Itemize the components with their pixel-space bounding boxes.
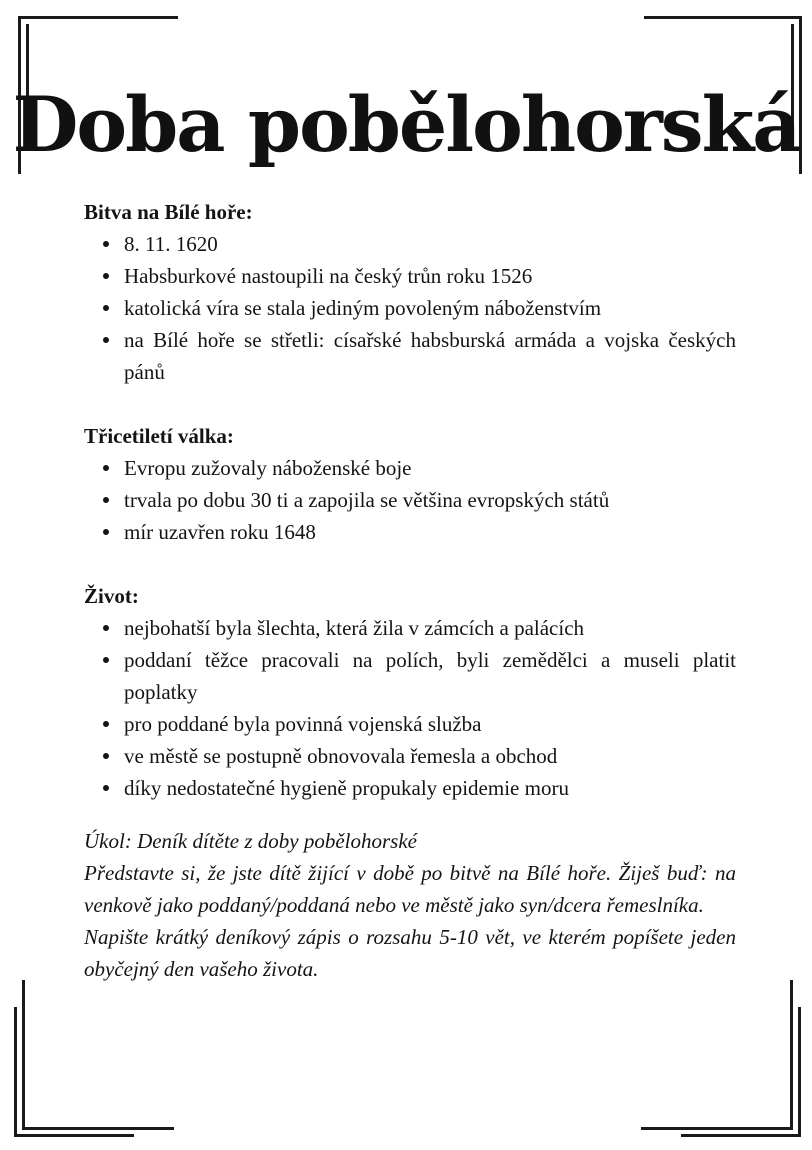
list-item: Habsburkové nastoupili na český trůn roku 1526 (124, 260, 736, 292)
section-heading: Život: (84, 584, 139, 608)
section-valka (84, 420, 736, 548)
spacer (84, 548, 736, 580)
list-item: ve městě se postupně obnovovala řemesla a obchod (124, 740, 736, 772)
task-paragraph: Napište krátký deníkový zápis o rozsahu 5-10 vět, ve kterém popíšete jeden obyčejný den vašeho života. (84, 925, 736, 981)
list-item: Evropu zužovaly náboženské boje (124, 452, 736, 484)
spacer (84, 388, 736, 420)
section-bitva (84, 196, 736, 388)
section-heading: Třicetiletí válka: (84, 424, 234, 448)
bullet-list (84, 228, 736, 388)
list-item: katolická víra se stala jediným povoleným náboženstvím (124, 292, 736, 324)
section-zivot (84, 580, 736, 804)
list-item: nejbohatší byla šlechta, která žila v zámcích a palácích (124, 612, 736, 644)
task-title: Úkol: Deník dítěte z doby pobělohorské (84, 829, 417, 853)
list-item: díky nedostatečné hygieně propukaly epidemie moru (124, 772, 736, 804)
spacer (84, 804, 736, 825)
list-item: mír uzavřen roku 1648 (124, 516, 736, 548)
page-title: Doba pobělohorská (12, 80, 800, 169)
list-item: na Bílé hoře se střetli: císařské habsburská armáda a vojska českých pánů (124, 324, 736, 388)
section-heading: Bitva na Bílé hoře: (84, 200, 253, 224)
content-body (84, 196, 736, 985)
bullet-list (84, 612, 736, 804)
task-block (84, 825, 736, 985)
list-item: poddaní těžce pracovali na polích, byli zemědělci a museli platit poplatky (124, 644, 736, 708)
list-item: pro poddané byla povinná vojenská služba (124, 708, 736, 740)
task-paragraph: Představte si, že jste dítě žijící v době po bitvě na Bílé hoře. Žiješ buď: na venkově jako poddaný/poddaná nebo ve městě jako syn/dcera řemeslníka. (84, 861, 736, 917)
list-item: trvala po dobu 30 ti a zapojila se většina evropských států (124, 484, 736, 516)
list-item: 8. 11. 1620 (124, 228, 736, 260)
bullet-list (84, 452, 736, 548)
